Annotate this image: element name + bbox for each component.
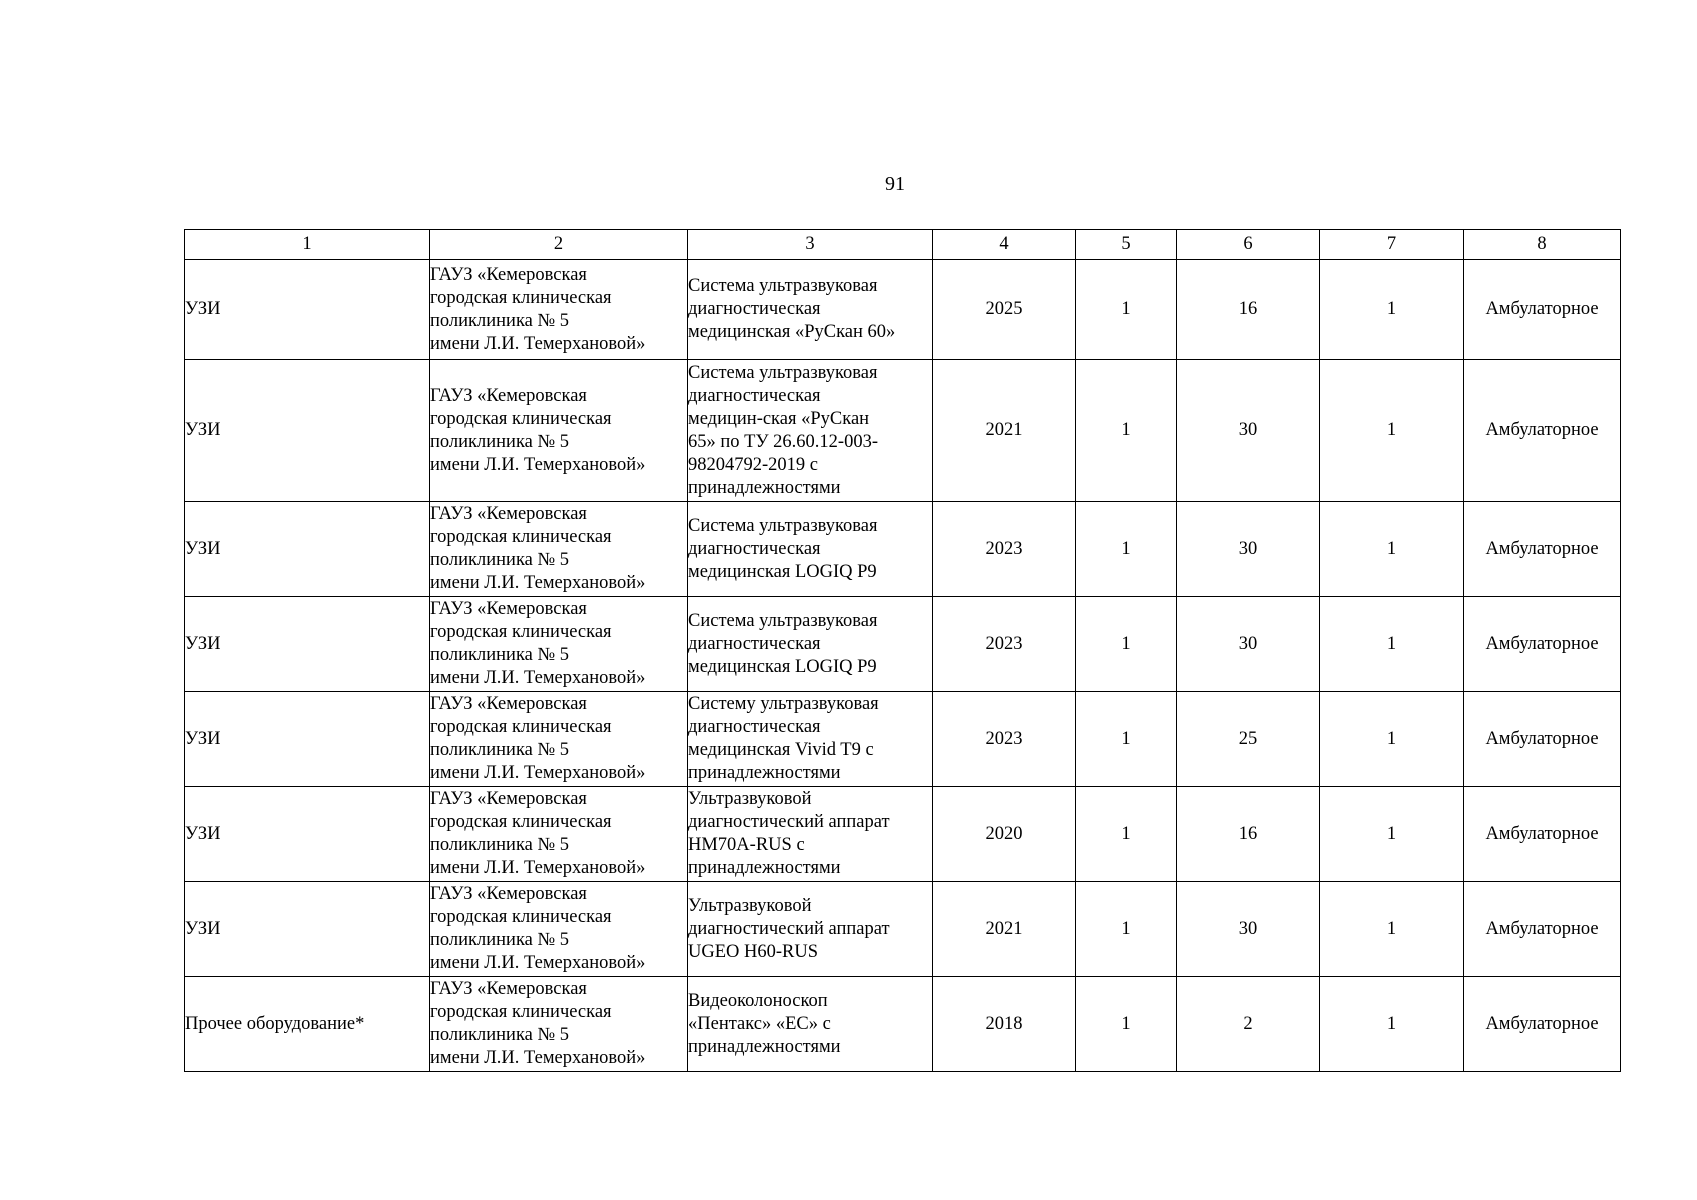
table-row [185, 502, 1621, 597]
cell-care-type: Амбулаторное [1464, 260, 1621, 360]
cell-care-type: Амбулаторное [1464, 787, 1621, 882]
equipment-name-text: Ультразвуковой диагностический аппарат UGEO H60-RUS [688, 895, 890, 962]
equipment-table [184, 229, 1621, 1072]
cell-care-type: Амбулаторное [1464, 692, 1621, 787]
cell-col-7: 1 [1320, 597, 1464, 692]
cell-col-6: 30 [1177, 502, 1320, 597]
equipment-name-text: Систему ультразвуковая диагностическая медицинская Vivid T9 с принадлежностями [688, 694, 879, 783]
cell-col-7: 1 [1320, 977, 1464, 1072]
cell-equipment-type: УЗИ [185, 502, 430, 597]
organization-text: ГАУЗ «Кемеровская городская клиническая поликлиника № 5 имени Л.И. Темерхановой» [430, 789, 646, 878]
cell-col-7: 1 [1320, 360, 1464, 502]
cell-equipment-type: УЗИ [185, 692, 430, 787]
organization-text: ГАУЗ «Кемеровская городская клиническая поликлиника № 5 имени Л.И. Темерхановой» [430, 694, 646, 783]
cell-equipment-name [688, 360, 933, 502]
cell-care-type: Амбулаторное [1464, 502, 1621, 597]
cell-col-5: 1 [1076, 977, 1177, 1072]
column-header-1: 1 [185, 230, 430, 260]
organization-text: ГАУЗ «Кемеровская городская клиническая поликлиника № 5 имени Л.И. Темерхановой» [430, 504, 646, 593]
equipment-name-text: Система ультразвуковая диагностическая медицинская LOGIQ P9 [688, 515, 878, 582]
cell-equipment-name [688, 597, 933, 692]
column-header-8: 8 [1464, 230, 1621, 260]
cell-col-7: 1 [1320, 692, 1464, 787]
cell-equipment-type: Прочее оборудование* [185, 977, 430, 1072]
table-row [185, 260, 1621, 360]
cell-col-7: 1 [1320, 882, 1464, 977]
cell-equipment-name [688, 787, 933, 882]
cell-col-4: 2023 [933, 692, 1076, 787]
cell-organization [430, 360, 688, 502]
cell-organization [430, 977, 688, 1072]
page-number: 91 [885, 173, 905, 195]
cell-organization [430, 787, 688, 882]
column-header-3: 3 [688, 230, 933, 260]
cell-col-4: 2025 [933, 260, 1076, 360]
cell-equipment-type: УЗИ [185, 787, 430, 882]
cell-equipment-type: УЗИ [185, 882, 430, 977]
cell-col-4: 2023 [933, 597, 1076, 692]
equipment-name-text: Видеоколоноскоп «Пентакс» «ЕС» с принадлежностями [688, 990, 841, 1057]
cell-col-5: 1 [1076, 597, 1177, 692]
cell-col-5: 1 [1076, 360, 1177, 502]
cell-organization [430, 692, 688, 787]
table-row [185, 882, 1621, 977]
cell-equipment-name [688, 977, 933, 1072]
cell-care-type: Амбулаторное [1464, 360, 1621, 502]
column-header-2: 2 [430, 230, 688, 260]
cell-col-6: 30 [1177, 882, 1320, 977]
column-header-7: 7 [1320, 230, 1464, 260]
cell-organization [430, 260, 688, 360]
cell-equipment-type: УЗИ [185, 360, 430, 502]
cell-col-6: 16 [1177, 787, 1320, 882]
cell-col-5: 1 [1076, 692, 1177, 787]
cell-care-type: Амбулаторное [1464, 882, 1621, 977]
cell-col-4: 2018 [933, 977, 1076, 1072]
equipment-name-text: Ультразвуковой диагностический аппарат HM70A-RUS с принадлежностями [688, 789, 890, 878]
table-row [185, 787, 1621, 882]
column-header-4: 4 [933, 230, 1076, 260]
table-row [185, 977, 1621, 1072]
cell-col-7: 1 [1320, 787, 1464, 882]
header-row [185, 230, 1621, 260]
cell-col-6: 25 [1177, 692, 1320, 787]
cell-col-4: 2021 [933, 360, 1076, 502]
cell-col-4: 2020 [933, 787, 1076, 882]
cell-equipment-type: УЗИ [185, 260, 430, 360]
table-row [185, 360, 1621, 502]
cell-equipment-type: УЗИ [185, 597, 430, 692]
cell-col-7: 1 [1320, 502, 1464, 597]
cell-organization [430, 502, 688, 597]
organization-text: ГАУЗ «Кемеровская городская клиническая поликлиника № 5 имени Л.И. Темерхановой» [430, 385, 646, 475]
cell-care-type: Амбулаторное [1464, 597, 1621, 692]
cell-organization [430, 882, 688, 977]
cell-col-6: 16 [1177, 260, 1320, 360]
cell-equipment-name [688, 502, 933, 597]
cell-organization [430, 597, 688, 692]
cell-col-6: 30 [1177, 597, 1320, 692]
cell-col-5: 1 [1076, 502, 1177, 597]
table-row [185, 597, 1621, 692]
cell-col-5: 1 [1076, 260, 1177, 360]
equipment-name-text: Система ультразвуковая диагностическая медицин-ская «РуСкан 65» по ТУ 26.60.12-003- 98204792-2019 с принадлежностями [688, 362, 878, 498]
cell-col-5: 1 [1076, 882, 1177, 977]
column-header-5: 5 [1076, 230, 1177, 260]
cell-col-5: 1 [1076, 787, 1177, 882]
column-header-6: 6 [1177, 230, 1320, 260]
table-row [185, 692, 1621, 787]
organization-text: ГАУЗ «Кемеровская городская клиническая поликлиника № 5 имени Л.И. Темерхановой» [430, 264, 646, 354]
organization-text: ГАУЗ «Кемеровская городская клиническая поликлиника № 5 имени Л.И. Темерхановой» [430, 979, 646, 1068]
cell-equipment-name [688, 882, 933, 977]
cell-col-6: 30 [1177, 360, 1320, 502]
organization-text: ГАУЗ «Кемеровская городская клиническая поликлиника № 5 имени Л.И. Темерхановой» [430, 599, 646, 688]
cell-care-type: Амбулаторное [1464, 977, 1621, 1072]
cell-col-4: 2023 [933, 502, 1076, 597]
cell-col-4: 2021 [933, 882, 1076, 977]
organization-text: ГАУЗ «Кемеровская городская клиническая поликлиника № 5 имени Л.И. Темерхановой» [430, 884, 646, 973]
equipment-name-text: Система ультразвуковая диагностическая медицинская LOGIQ P9 [688, 610, 878, 677]
cell-col-6: 2 [1177, 977, 1320, 1072]
equipment-name-text: Система ультразвуковая диагностическая медицинская «РуСкан 60» [688, 276, 896, 342]
cell-equipment-name [688, 692, 933, 787]
cell-equipment-name [688, 260, 933, 360]
cell-col-7: 1 [1320, 260, 1464, 360]
